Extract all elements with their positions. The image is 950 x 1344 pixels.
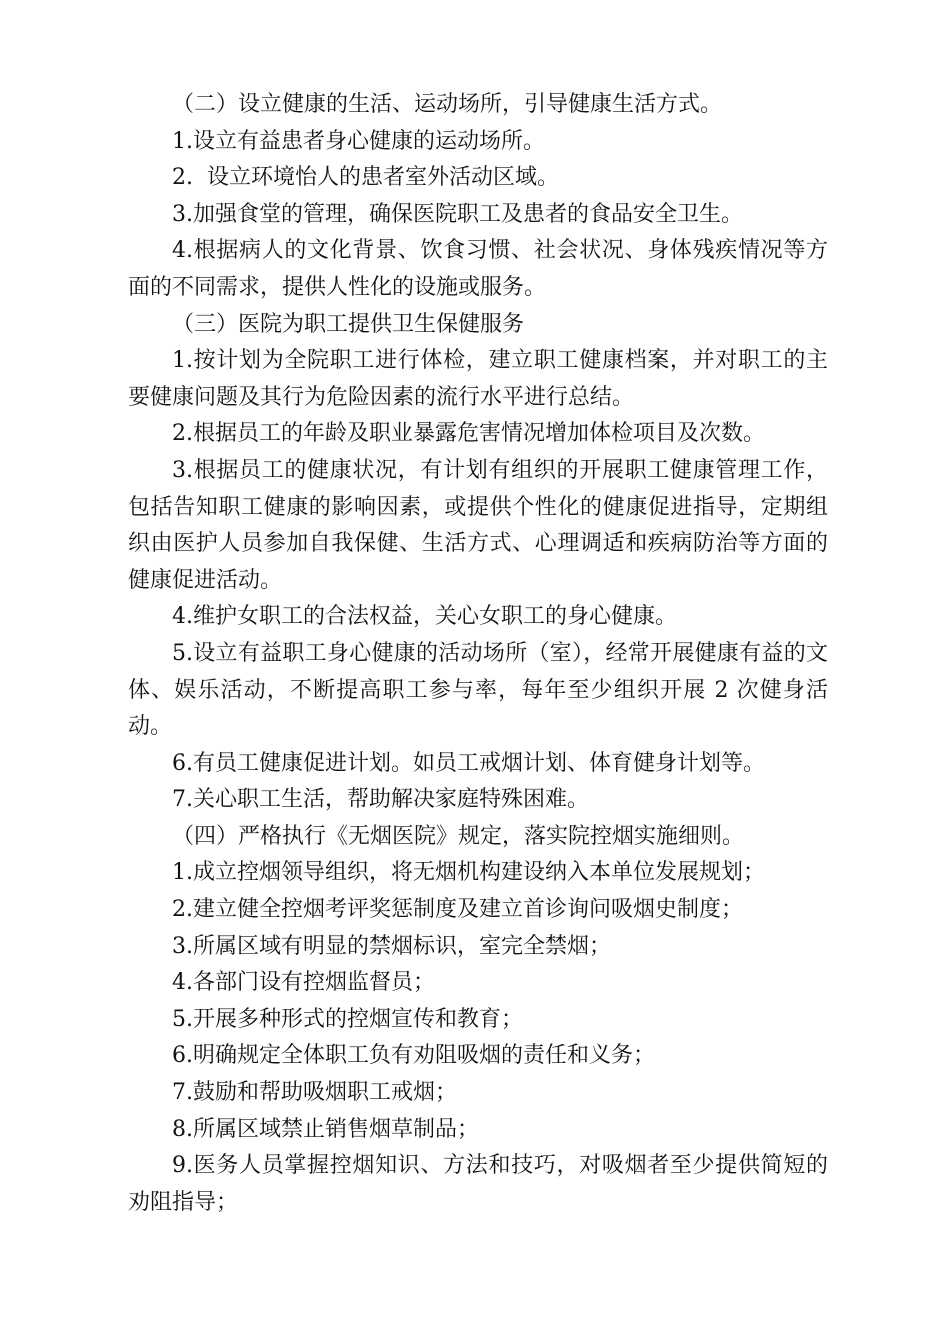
list-item: 2.根据员工的年龄及职业暴露危害情况增加体检项目及次数。 <box>172 421 765 447</box>
list-item: 1.按计划为全院职工进行体检，建立职工健康档案，并对职工的主要健康问题及其行为危险因素的流行水平进行总结。 <box>128 348 828 410</box>
list-item: 8.所属区域禁止销售烟草制品； <box>172 1116 479 1142</box>
list-item: 5.设立有益职工身心健康的活动场所（室），经常开展健康有益的文体、娱乐活动，不断提高职工参与率，每年至少组织开展 2 次健身活动。 <box>128 640 828 740</box>
section-heading: （四）严格执行《无烟医院》规定，落实院控烟实施细则。 <box>172 823 745 849</box>
document-page <box>128 87 828 1221</box>
list-item: 3.所属区域有明显的禁烟标识，室完全禁烟； <box>172 933 611 959</box>
list-item: 6.有员工健康促进计划。如员工戒烟计划、体育健身计划等。 <box>172 750 765 776</box>
list-item: 6.明确规定全体职工负有劝阻吸烟的责任和义务； <box>172 1043 655 1069</box>
list-item: 3.根据员工的健康状况，有计划有组织的开展职工健康管理工作，包括告知职工健康的影响因素，或提供个性化的健康促进指导，定期组织由医护人员参加自我保健、生活方式、心理调适和疾病防治等方面的健康促进活动。 <box>128 457 828 593</box>
list-item: 1.成立控烟领导组织，将无烟机构建设纳入本单位发展规划； <box>172 860 765 886</box>
section-heading: （二）设立健康的生活、运动场所，引导健康生活方式。 <box>172 92 723 117</box>
section-heading: （三）医院为职工提供卫生保健服务 <box>172 311 525 337</box>
list-item: 9.医务人员掌握控烟知识、方法和技巧，对吸烟者至少提供简短的劝阻指导； <box>128 1153 828 1215</box>
list-item: 7.关心职工生活，帮助解决家庭特殊困难。 <box>172 787 589 813</box>
list-item: 4.各部门设有控烟监督员； <box>172 970 435 996</box>
list-item: 2. 设立环境怡人的患者室外活动区域。 <box>172 165 559 191</box>
list-item: 7.鼓励和帮助吸烟职工戒烟； <box>172 1080 457 1106</box>
list-item: 4.根据病人的文化背景、饮食习惯、社会状况、身体残疾情况等方面的不同需求，提供人性化的设施或服务。 <box>128 238 828 300</box>
list-item: 1.设立有益患者身心健康的运动场所。 <box>172 128 545 154</box>
list-item: 3.加强食堂的管理，确保医院职工及患者的食品安全卫生。 <box>172 201 743 227</box>
list-item: 5.开展多种形式的控烟宣传和教育； <box>172 1006 523 1032</box>
list-item: 4.维护女职工的合法权益，关心女职工的身心健康。 <box>172 604 677 630</box>
list-item: 2.建立健全控烟考评奖惩制度及建立首诊询问吸烟史制度； <box>172 897 743 923</box>
